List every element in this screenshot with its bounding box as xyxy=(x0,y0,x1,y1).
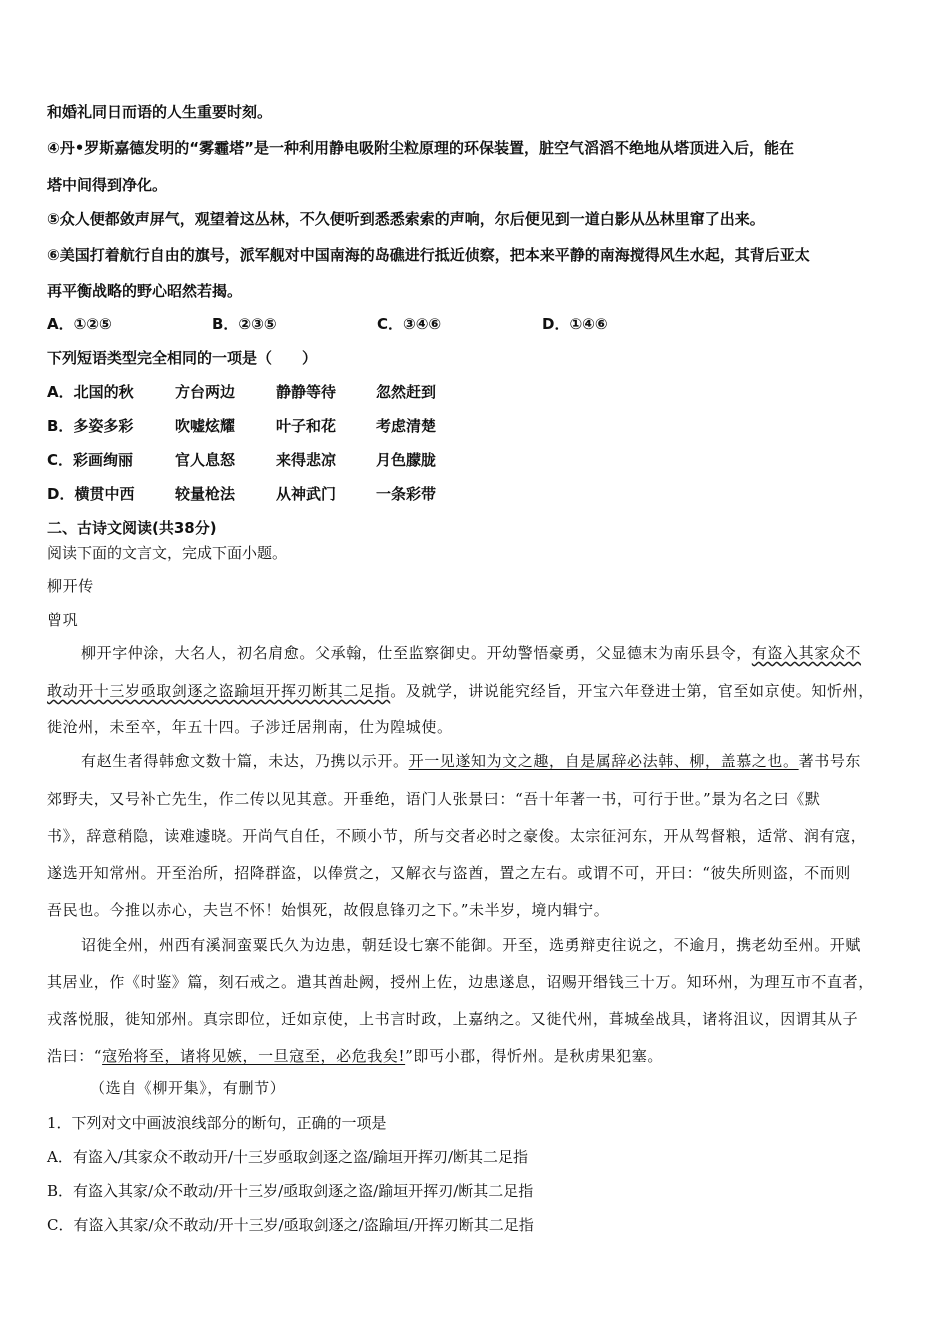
passage-author: 曾巩 xyxy=(47,611,79,629)
option-c[interactable]: C．③④⑥ xyxy=(377,315,442,333)
phrase-item: 考虑清楚 xyxy=(376,417,437,435)
q1-option-a[interactable]: A．有盗入/其家众不敢动开/十三岁亟取剑逐之盗/踰垣开挥刃/断其二足指 xyxy=(47,1148,529,1166)
phrase-item: 月色朦胧 xyxy=(376,451,437,469)
phrase-item: 叶子和花 xyxy=(276,417,337,435)
phrase-item: 从神武门 xyxy=(276,485,337,503)
phrase-option-label[interactable]: D．横贯中西 xyxy=(47,485,135,503)
item-6-line2: 再平衡战略的野心昭然若揭。 xyxy=(47,282,243,300)
passage-title: 柳开传 xyxy=(47,577,94,595)
passage-line: 浩曰：“寇殆将至，诸将见嫉，一旦寇至，必危我矣!”即丐小郡，得忻州。是秋虏果犯塞。 xyxy=(47,1047,663,1065)
item-5: ⑤众人便都敛声屏气，观望着这丛林，不久便听到悉悉索索的声响，尔后便见到一道白影从丛林里窜了出来。 xyxy=(47,210,765,228)
passage-line: 诏徙全州，州西有溪洞蛮粟氏久为边患，朝廷设七寨不能御。开至，选勇辩吏往说之，不逾月，携老幼至州。开赋 xyxy=(81,936,862,954)
passage-line: 柳开字仲涂，大名人，初名肩愈。父承翰，仕至监察御史。开幼警悟豪勇，父显德末为南乐县令，有盗入其家众不 xyxy=(81,644,862,662)
item-4-line1: ④丹•罗斯嘉德发明的“雾霾塔”是一种利用静电吸附尘粒原理的环保装置，脏空气滔滔不绝地从塔顶进入后，能在 xyxy=(47,139,795,157)
item-6-line1: ⑥美国打着航行自由的旗号，派军舰对中国南海的岛礁进行抵近侦察，把本来平静的南海搅得风生水起，其背后亚太 xyxy=(47,246,810,264)
phrase-item: 方台两边 xyxy=(175,383,236,401)
item-4-line2: 塔中间得到净化。 xyxy=(47,176,168,194)
phrase-option-label[interactable]: B．多姿多彩 xyxy=(47,417,134,435)
passage-line: 敢动开十三岁亟取剑逐之盗踰垣开挥刃断其二足指。及就学，讲说能究经旨，开宝六年登进士第，官至如京使。知忻州， xyxy=(47,682,874,700)
option-d[interactable]: D．①④⑥ xyxy=(542,315,608,333)
text-line: 和婚礼同日而语的人生重要时刻。 xyxy=(47,103,273,121)
option-b[interactable]: B．②③⑤ xyxy=(212,315,277,333)
phrase-item: 官人息怒 xyxy=(175,451,236,469)
phrase-item: 来得悲凉 xyxy=(276,451,337,469)
phrase-item: 一条彩带 xyxy=(376,485,437,503)
underlined-sentence: 寇殆将至，诸将见嫉，一旦寇至，必危我矣! xyxy=(102,1047,406,1065)
phrase-item: 较量枪法 xyxy=(175,485,236,503)
option-a[interactable]: A．①②⑤ xyxy=(47,315,112,333)
phrase-item: 静静等待 xyxy=(276,383,337,401)
q1-option-c[interactable]: C．有盗入其家/众不敢动/开十三岁/亟取剑逐之/盗踰垣/开挥刃断其二足指 xyxy=(47,1216,534,1234)
instruction: 阅读下面的文言文，完成下面小题。 xyxy=(47,544,288,562)
passage-line: 遂选开知常州。开至治所，招降群盗，以俸赏之，又解衣与盗酋，置之左右。或谓不可，开曰：“彼失所则盗，不而则 xyxy=(47,864,851,882)
underlined-sentence: 开一见遂知为文之趣，自是属辞必法韩、柳，盖慕之也。 xyxy=(408,752,799,770)
wavy-underlined-text: 敢动开十三岁亟取剑逐之盗踰垣开挥刃断其二足指 xyxy=(47,682,391,700)
q1-option-b[interactable]: B．有盗入其家/众不敢动/开十三岁/亟取剑逐之盗/踰垣开挥刃/断其二足指 xyxy=(47,1182,534,1200)
phrase-item: 吹嘘炫耀 xyxy=(175,417,236,435)
passage-line: 徙沧州，未至卒，年五十四。子涉迁居荆南，仕为隍城使。 xyxy=(47,718,453,736)
phrase-option-label[interactable]: C．彩画绚丽 xyxy=(47,451,134,469)
question-stem: 下列短语类型完全相同的一项是（ ） xyxy=(47,349,318,367)
source-note: （选自《柳开集》，有删节） xyxy=(90,1079,286,1097)
passage-line: 郊野夫，又号补亡先生，作二传以见其意。开垂绝，语门人张景曰：“吾十年著一书，可行于世。”景为名之曰《默 xyxy=(47,790,821,808)
passage-line: 有赵生者得韩愈文数十篇，未达，乃携以示开。开一见遂知为文之趣，自是属辞必法韩、柳，盖慕之也。著书号东 xyxy=(81,752,862,770)
passage-line: 戎落悦服，徙知邠州。真宗即位，迁如京使，上书言时政，上嘉纳之。又徙代州，葺城垒战具，诸将沮议，因谓其从子 xyxy=(47,1010,859,1028)
passage-line: 吾民也。今推以赤心，夫岂不怀！始惧死，故假息锋刃之下。”未半岁，境内辑宁。 xyxy=(47,901,610,919)
section-heading: 二、古诗文阅读(共38分) xyxy=(47,519,217,537)
phrase-item: 忽然赶到 xyxy=(376,383,437,401)
wavy-underlined-text: 有盗入其家众不 xyxy=(751,644,862,662)
passage-line: 其居业，作《时鉴》篇，刻石戒之。遣其酋赴阙，授州上佐，边患遂息，诏赐开缗钱三十万。知环州，为理互市不直者， xyxy=(47,973,874,991)
question-1-stem: 1．下列对文中画波浪线部分的断句，正确的一项是 xyxy=(47,1114,387,1132)
passage-line: 书》，辞意稍隐，读难遽晓。开尚气自任，不顾小节，所与交者必时之豪俊。太宗征河东，开从驾督粮，适常、润有寇， xyxy=(47,827,867,845)
phrase-option-label[interactable]: A．北国的秋 xyxy=(47,383,134,401)
